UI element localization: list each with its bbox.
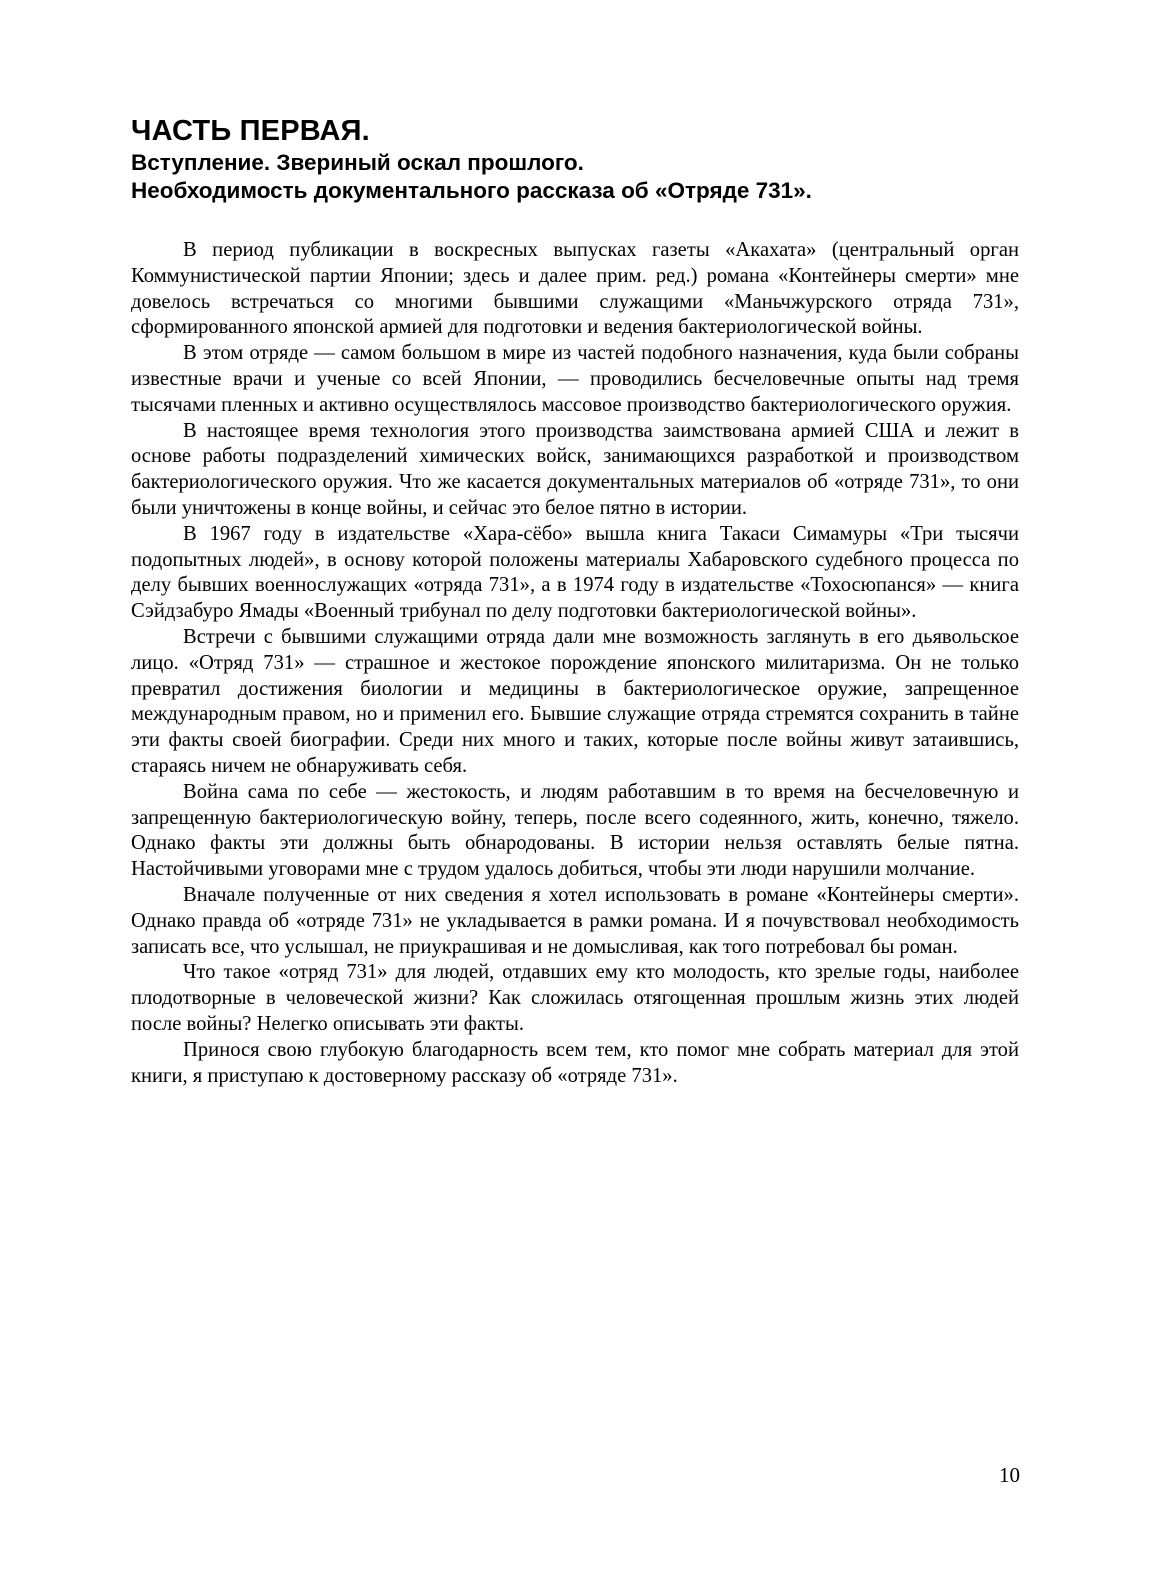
paragraph: Встречи с бывшими служащими отряда дали мне возможность заглянуть в его дьявольское лицо. «Отряд 731» — страшное и жестокое порождение японского милитаризма. Он не только превратил достижения биологии и медицины в бактериологическое оружие, запрещенное международным правом, но и применил его. Бывшие служащие отряда стремятся сохранить в тайне эти факты своей биографии. Среди них много и таких, которые после войны живут затаившись, стараясь ничем не обнаруживать себя. [131,625,1019,777]
paragraph: Что такое «отряд 731» для людей, отдавших ему кто молодость, кто зрелые годы, наиболее плодотворные в человеческой жизни? Как сложилась отягощенная прошлым жизнь этих людей после войны? Нелегко описывать эти факты. [131,961,1019,1035]
part-title: ЧАСТЬ ПЕРВАЯ. [131,115,370,147]
subtitle-line-2: Необходимость документального рассказа об «Отряде 731». [131,178,812,203]
paragraph: В этом отряде — самом большом в мире из частей подобного назначения, куда были собраны известные врачи и ученые со всей Японии, — проводились бесчеловечные опыты над тремя тысячами пленных и активно осуществлялось массовое производство бактериологического оружия. [131,342,1019,416]
subtitle-line-1: Вступление. Звериный оскал прошлого. [131,150,584,175]
body-text [131,238,1019,1089]
paragraph: В 1967 году в издательстве «Хара-сёбо» вышла книга Такаси Симамуры «Три тысячи подопытных людей», в основу которой положены материалы Хабаровского судебного процесса по делу бывших военнослужащих «отряда 731», а в 1974 году в издательстве «Тохосюпанся» — книга Сэйдзабуро Ямады «Военный трибунал по делу подготовки бактериологической войны». [131,522,1019,623]
paragraph: Война сама по себе — жестокость, и людям работавшим в то время на бесчеловечную и запрещенную бактериологическую войну, теперь, после всего содеянного, жить, конечно, тяжело. Однако факты эти должны быть обнародованы. В истории нельзя оставлять белые пятна. Настойчивыми уговорами мне с трудом удалось добиться, чтобы эти люди нарушили молчание. [131,780,1019,881]
paragraph: Вначале полученные от них сведения я хотел использовать в романе «Контейнеры смерти». Однако правда об «отряде 731» не укладывается в рамки романа. И я почувствовал необходимость записать все, что услышал, не приукрашивая и не домысливая, как того потребовал бы роман. [131,883,1019,958]
paragraph: В период публикации в воскресных выпусках газеты «Акахата» (центральный орган Коммунистической партии Японии; здесь и далее прим. ред.) романа «Контейнеры смерти» мне довелось встречаться со многими бывшими служащими «Маньчжурского отряда 731», сформированного японской армией для подготовки и ведения бактериологической войны. [131,239,1019,339]
page-number: 10 [999,1463,1020,1487]
paragraph: В настоящее время технология этого производства заимствована армией США и лежит в основе работы подразделений химических войск, занимающихся разработкой и производством бактериологического оружия. Что же касается документальных материалов об «отряде 731», то они были уничтожены в конце войны, и сейчас это белое пятно в истории. [131,419,1019,519]
paragraph: Принося свою глубокую благодарность всем тем, кто помог мне собрать материал для этой книги, я приступаю к достоверному рассказу об «отряде 731». [131,1038,1019,1087]
chapter-heading [131,113,1031,205]
